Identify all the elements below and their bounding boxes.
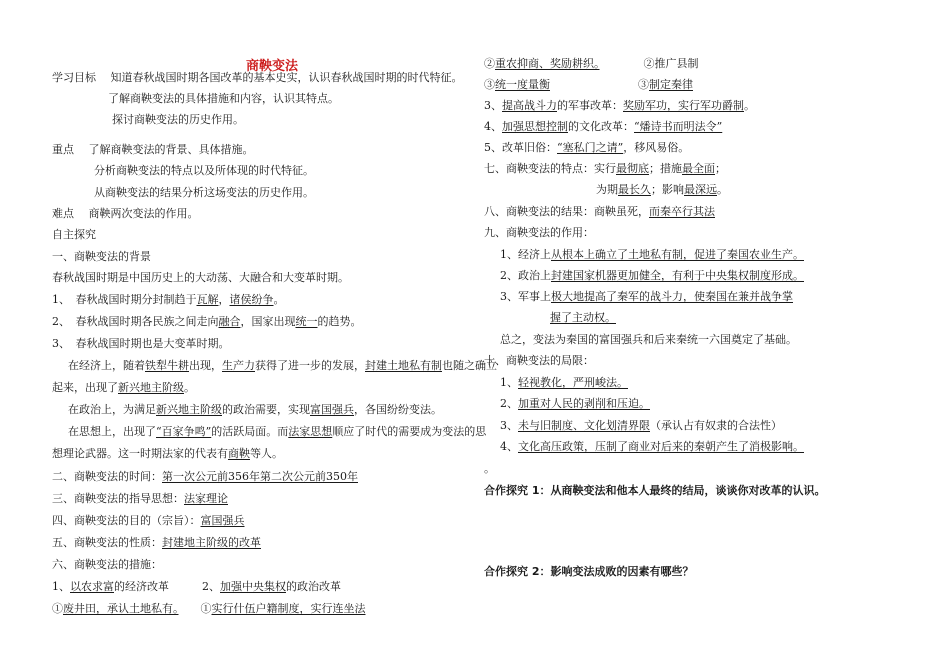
text-segment: 想理论武器。这一时期法家的代表有 (52, 447, 228, 460)
text-segment: 4、 (484, 120, 502, 133)
text-segment: ③ (550, 78, 649, 91)
underlined-answer: 法家理论 (184, 492, 228, 505)
right-text-line (484, 204, 715, 220)
right-text-line (550, 310, 616, 326)
right-text-line (500, 375, 628, 391)
text-segment: 九、商鞅变法的作用： (484, 226, 594, 239)
right-text-line (484, 483, 825, 499)
underlined-answer: 文化高压政策，压制了商业对后来的秦朝产生了消极影响。 (518, 440, 804, 453)
right-text-line (500, 396, 650, 412)
text-segment: 的活跃局面。而 (211, 425, 289, 438)
right-text-line (484, 56, 699, 72)
text-segment: ②推广县制 (599, 57, 699, 70)
text-segment: 了解商鞅变法的具体措施和内容，认识其特点。 (108, 92, 339, 105)
text-segment: （承认占有奴隶的合法性） (650, 419, 782, 432)
left-text-line (52, 601, 366, 617)
left-text-line (68, 402, 442, 418)
underlined-answer: “百家争鸣” (156, 425, 212, 438)
left-text-line (52, 314, 362, 330)
text-segment: ，移风易俗。 (623, 141, 690, 154)
text-segment: 总之，变法为秦国的富国强兵和后来秦统一六国奠定了基础。 (500, 333, 797, 346)
underlined-answer: 封建土地私有制 (365, 359, 442, 372)
right-text-line (500, 289, 793, 305)
underlined-answer: 加重对人民的剥削和压迫。 (518, 397, 650, 410)
text-segment: 。 (273, 293, 285, 306)
text-segment: 学习目标 知道春秋战国时期各国改革的基本史实，认识春秋战国时期的时代特征。 (52, 71, 463, 84)
text-segment: 难点 商鞅两次变法的作用。 (52, 207, 199, 220)
right-text-line (484, 225, 594, 241)
left-text-line (52, 513, 245, 529)
underlined-answer: 富国强兵 (200, 514, 245, 527)
text-segment: 五、商鞅变法的性质： (52, 536, 162, 549)
text-segment: 从商鞅变法的结果分析这场变法的历史作用。 (94, 186, 314, 199)
left-text-line (52, 249, 151, 265)
left-text-line (94, 163, 314, 179)
left-text-line (52, 336, 230, 352)
text-segment: ；措施 (649, 162, 682, 175)
underlined-answer: 最全面 (682, 162, 715, 175)
underlined-answer: 新兴地主阶级 (156, 403, 222, 416)
text-segment: 的政治改革 (286, 580, 341, 593)
text-segment: ③ (484, 78, 495, 91)
text-segment: 3、 (484, 99, 502, 112)
text-segment: 等人。 (250, 447, 283, 460)
underlined-answer: 以农求富 (70, 580, 114, 593)
text-segment: 。 (484, 462, 495, 475)
left-text-line (52, 469, 358, 485)
text-segment: 起来，出现了 (52, 381, 118, 394)
text-segment: 获得了进一步的发展， (255, 359, 365, 372)
left-text-line (52, 380, 195, 396)
text-segment: 合作探究 2：影响变法成败的因素有哪些？ (484, 565, 694, 578)
text-segment: ，各国纷纷变法。 (354, 403, 442, 416)
underlined-answer: 奖励军功，实行军功爵制 (623, 99, 744, 112)
right-text-line (596, 182, 728, 198)
text-segment: 也随之确立 (442, 359, 497, 372)
text-segment: 1、经济上 (500, 248, 551, 261)
right-text-line (484, 564, 693, 580)
underlined-answer: 最彻底 (616, 162, 649, 175)
underlined-answer: 融合 (218, 315, 241, 328)
text-segment: 为期 (596, 183, 618, 196)
underlined-answer: 握了主动权。 (550, 311, 616, 324)
left-text-line (52, 142, 254, 158)
document-title: 商鞅变法 (246, 59, 299, 74)
right-text-line (484, 140, 689, 156)
text-segment: 四、商鞅变法的目的（宗旨）： (52, 514, 201, 527)
text-segment: ， (218, 293, 230, 306)
left-text-line (52, 535, 261, 551)
text-segment: 春秋战国时期是中国历史上的大动荡、大融合和大变革时期。 (52, 271, 349, 284)
text-segment: 十、商鞅变法的局限： (484, 354, 594, 367)
text-segment: 5、改革旧俗： (484, 141, 557, 154)
left-text-line (68, 424, 486, 440)
text-segment: 八、商鞅变法的结果：商鞅虽死， (484, 205, 649, 218)
text-segment: 。 (184, 381, 195, 394)
text-segment: 3、 (500, 419, 518, 432)
left-text-line (52, 227, 96, 243)
text-segment: 2、 春秋战国时期各民族之间走向 (52, 315, 219, 328)
text-segment: ； (715, 162, 726, 175)
underlined-answer: 废井田，承认土地私有。 (63, 602, 179, 615)
underlined-answer: 生产力 (222, 359, 255, 372)
text-segment: ，国家出现 (240, 315, 296, 328)
underlined-answer: 新兴地主阶级 (118, 381, 184, 394)
text-segment: 二、商鞅变法的时间： (52, 470, 162, 483)
text-segment: 2、政治上 (500, 269, 551, 282)
text-segment: 一、商鞅变法的背景 (52, 250, 151, 263)
text-segment: 1、 春秋战国时期分封制趋于 (52, 293, 197, 306)
text-segment: 3、 春秋战国时期也是大变革时期。 (52, 337, 230, 350)
text-segment: 合作探究 1：从商鞅变法和他本人最终的结局，谈谈你对改革的认识。 (484, 484, 826, 497)
text-segment: 探讨商鞅变法的历史作用。 (112, 113, 244, 126)
underlined-answer: 富国强兵 (310, 403, 354, 416)
text-segment: 的经济改革 2、 (114, 580, 220, 593)
underlined-answer: 加强思想控制 (502, 120, 568, 133)
right-text-line (484, 161, 726, 177)
underlined-answer: 商鞅 (228, 447, 250, 460)
text-segment: 出现， (189, 359, 222, 372)
left-text-line (68, 358, 497, 374)
left-text-line (52, 557, 162, 573)
right-text-line (484, 98, 755, 114)
text-segment: ；影响 (651, 183, 684, 196)
text-segment: 的趋势。 (317, 315, 362, 328)
underlined-answer: 最深远 (684, 183, 717, 196)
text-segment: 自主探究 (52, 228, 96, 241)
underlined-answer: “塞私门之请” (557, 141, 624, 154)
right-text-line (500, 247, 804, 263)
left-text-line (112, 112, 244, 128)
text-segment: 七、商鞅变法的特点：实行 (484, 162, 616, 175)
left-text-line (52, 579, 341, 595)
underlined-answer: 提高战斗力 (502, 99, 557, 112)
underlined-answer: 从根本上确立了土地私有制，促进了秦国农业生产。 (551, 248, 804, 261)
left-text-line (52, 206, 199, 222)
left-text-line (52, 70, 463, 86)
text-segment: 2、 (500, 397, 518, 410)
underlined-answer: 而秦卒行其法 (649, 205, 715, 218)
underlined-answer: 封建国家机器更加健全，有利于中央集权制度形成。 (551, 269, 804, 282)
right-text-line (484, 461, 495, 477)
text-segment: 。 (744, 99, 755, 112)
text-segment: 的文化改革： (568, 120, 634, 133)
right-text-line (500, 439, 804, 455)
right-text-line (500, 268, 804, 284)
underlined-answer: 重农抑商、奖励耕织。 (495, 57, 600, 70)
text-segment: 六、商鞅变法的措施： (52, 558, 162, 571)
underlined-answer: 轻视教化，严刑峻法。 (518, 376, 628, 389)
right-text-line (484, 77, 693, 93)
text-segment: 重点 了解商鞅变法的背景、具体措施。 (52, 143, 254, 156)
right-text-line (484, 119, 722, 135)
text-segment: ② (484, 57, 495, 70)
underlined-answer: 统一度量衡 (495, 78, 550, 91)
underlined-answer: 加强中央集权 (220, 580, 286, 593)
left-text-line (108, 91, 339, 107)
text-segment: 分析商鞅变法的特点以及所体现的时代特征。 (94, 164, 314, 177)
underlined-answer: 统一 (295, 315, 318, 328)
right-text-line (484, 353, 594, 369)
text-segment: 在政治上，为满足 (68, 403, 156, 416)
text-segment: 。 (717, 183, 728, 196)
text-segment: 4、 (500, 440, 518, 453)
underlined-answer: “燔诗书而明法令” (634, 120, 723, 133)
text-segment: 1、 (500, 376, 518, 389)
underlined-answer: 极大地提高了秦军的战斗力，使秦国在兼并战争掌 (551, 290, 793, 303)
text-segment: 三、商鞅变法的指导思想： (52, 492, 184, 505)
text-segment: 3、军事上 (500, 290, 551, 303)
left-text-line (52, 446, 283, 462)
left-text-line (94, 185, 314, 201)
underlined-answer: 瓦解 (196, 293, 219, 306)
right-text-line (500, 418, 782, 434)
left-text-line (52, 491, 228, 507)
text-segment: 1、 (52, 580, 70, 593)
text-segment: 在思想上，出现了 (68, 425, 156, 438)
text-segment: 的军事改革： (557, 99, 623, 112)
right-text-line (500, 332, 797, 348)
text-segment: ① (52, 602, 63, 615)
underlined-answer: 诸侯纷争 (229, 293, 274, 306)
underlined-answer: 第一次公元前356年第二次公元前350年 (162, 470, 358, 483)
underlined-answer: 最长久 (618, 183, 651, 196)
underlined-answer: 封建地主阶级的改革 (162, 536, 261, 549)
underlined-answer: 实行什伍户籍制度，实行连坐法 (211, 602, 366, 615)
underlined-answer: 法家思想 (288, 425, 333, 438)
underlined-answer: 未与旧制度、文化划清界限 (518, 419, 650, 432)
text-segment: 顺应了时代的需要成为变法的思 (332, 425, 487, 438)
left-text-line (52, 270, 349, 286)
text-segment: 的政治需要，实现 (222, 403, 310, 416)
underlined-answer: 铁犁牛耕 (145, 359, 189, 372)
text-segment: ① (178, 602, 212, 615)
text-segment: 在经济上，随着 (68, 359, 145, 372)
underlined-answer: 制定秦律 (649, 78, 693, 91)
left-text-line (52, 292, 285, 308)
